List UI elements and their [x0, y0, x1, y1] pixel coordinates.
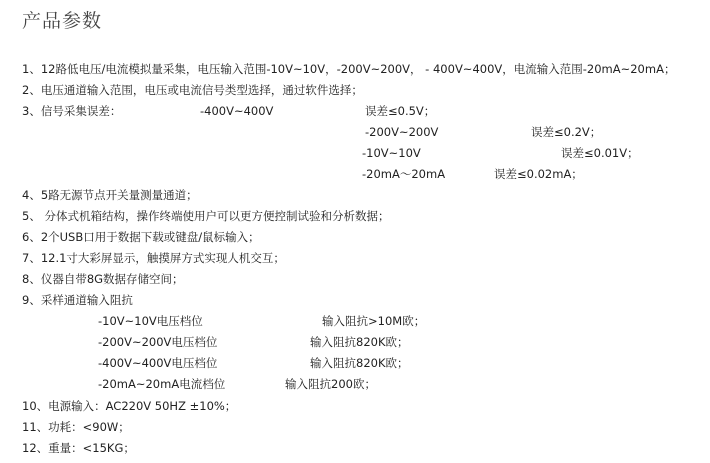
- impedance-row-range: -200V~200V电压档位: [98, 335, 218, 349]
- error-row-value: 误差≤0.2V；: [531, 125, 602, 139]
- impedance-row-value: 输入阻抗>10M欧；: [322, 314, 426, 328]
- spec-item-8: 8、仪器自带8G数据存储空间；: [22, 272, 184, 286]
- spec-item-7: 7、12.1寸大彩屏显示，触摸屏方式实现人机交互；: [22, 251, 285, 265]
- impedance-row-value: 输入阻抗820K欧；: [310, 356, 409, 370]
- impedance-row-value: 输入阻抗820K欧；: [310, 335, 409, 349]
- error-row-range: -20mA～20mA: [362, 167, 446, 181]
- spec-item-4: 4、5路无源节点开关量测量通道；: [22, 188, 198, 202]
- error-row-value: 误差≤0.5V；: [365, 104, 436, 118]
- spec-item-2: 2、电压通道输入范围，电压或电流信号类型选择，通过软件选择；: [22, 83, 363, 97]
- spec-item-5: 5、 分体式机箱结构，操作终端使用户可以更方便控制试验和分析数据；: [22, 209, 390, 223]
- error-row-range: -10V~10V: [362, 146, 421, 160]
- spec-item-6: 6、2个USB口用于数据下载或键盘/鼠标输入；: [22, 230, 260, 244]
- page-title: 产品参数: [22, 10, 103, 32]
- spec-item-9: 9、采样通道输入阻抗: [22, 293, 133, 307]
- error-row-value: 误差≤0.01V；: [561, 146, 639, 160]
- spec-item-3-label: 3、信号采集误差：: [22, 104, 122, 118]
- impedance-row-value: 输入阻抗200欧；: [285, 377, 376, 391]
- impedance-row-range: -20mA~20mA电流档位: [98, 377, 226, 391]
- impedance-row-range: -400V~400V电压档位: [98, 356, 218, 370]
- spec-item-11: 11、功耗：<90W；: [22, 420, 130, 434]
- spec-item-12: 12、重量：<15KG；: [22, 441, 135, 455]
- error-row-range: -400V~400V: [200, 104, 274, 118]
- spec-item-1: 1、12路低电压/电流模拟量采集，电压输入范围-10V~10V，-200V~200V， - 400V~400V，电流输入范围-20mA~20mA；: [22, 62, 676, 76]
- error-row-range: -200V~200V: [365, 125, 439, 139]
- spec-item-10: 10、电源输入：AC220V 50HZ ±10%；: [22, 399, 237, 413]
- error-row-value: 误差≤0.02mA；: [494, 167, 583, 181]
- impedance-row-range: -10V~10V电压档位: [98, 314, 203, 328]
